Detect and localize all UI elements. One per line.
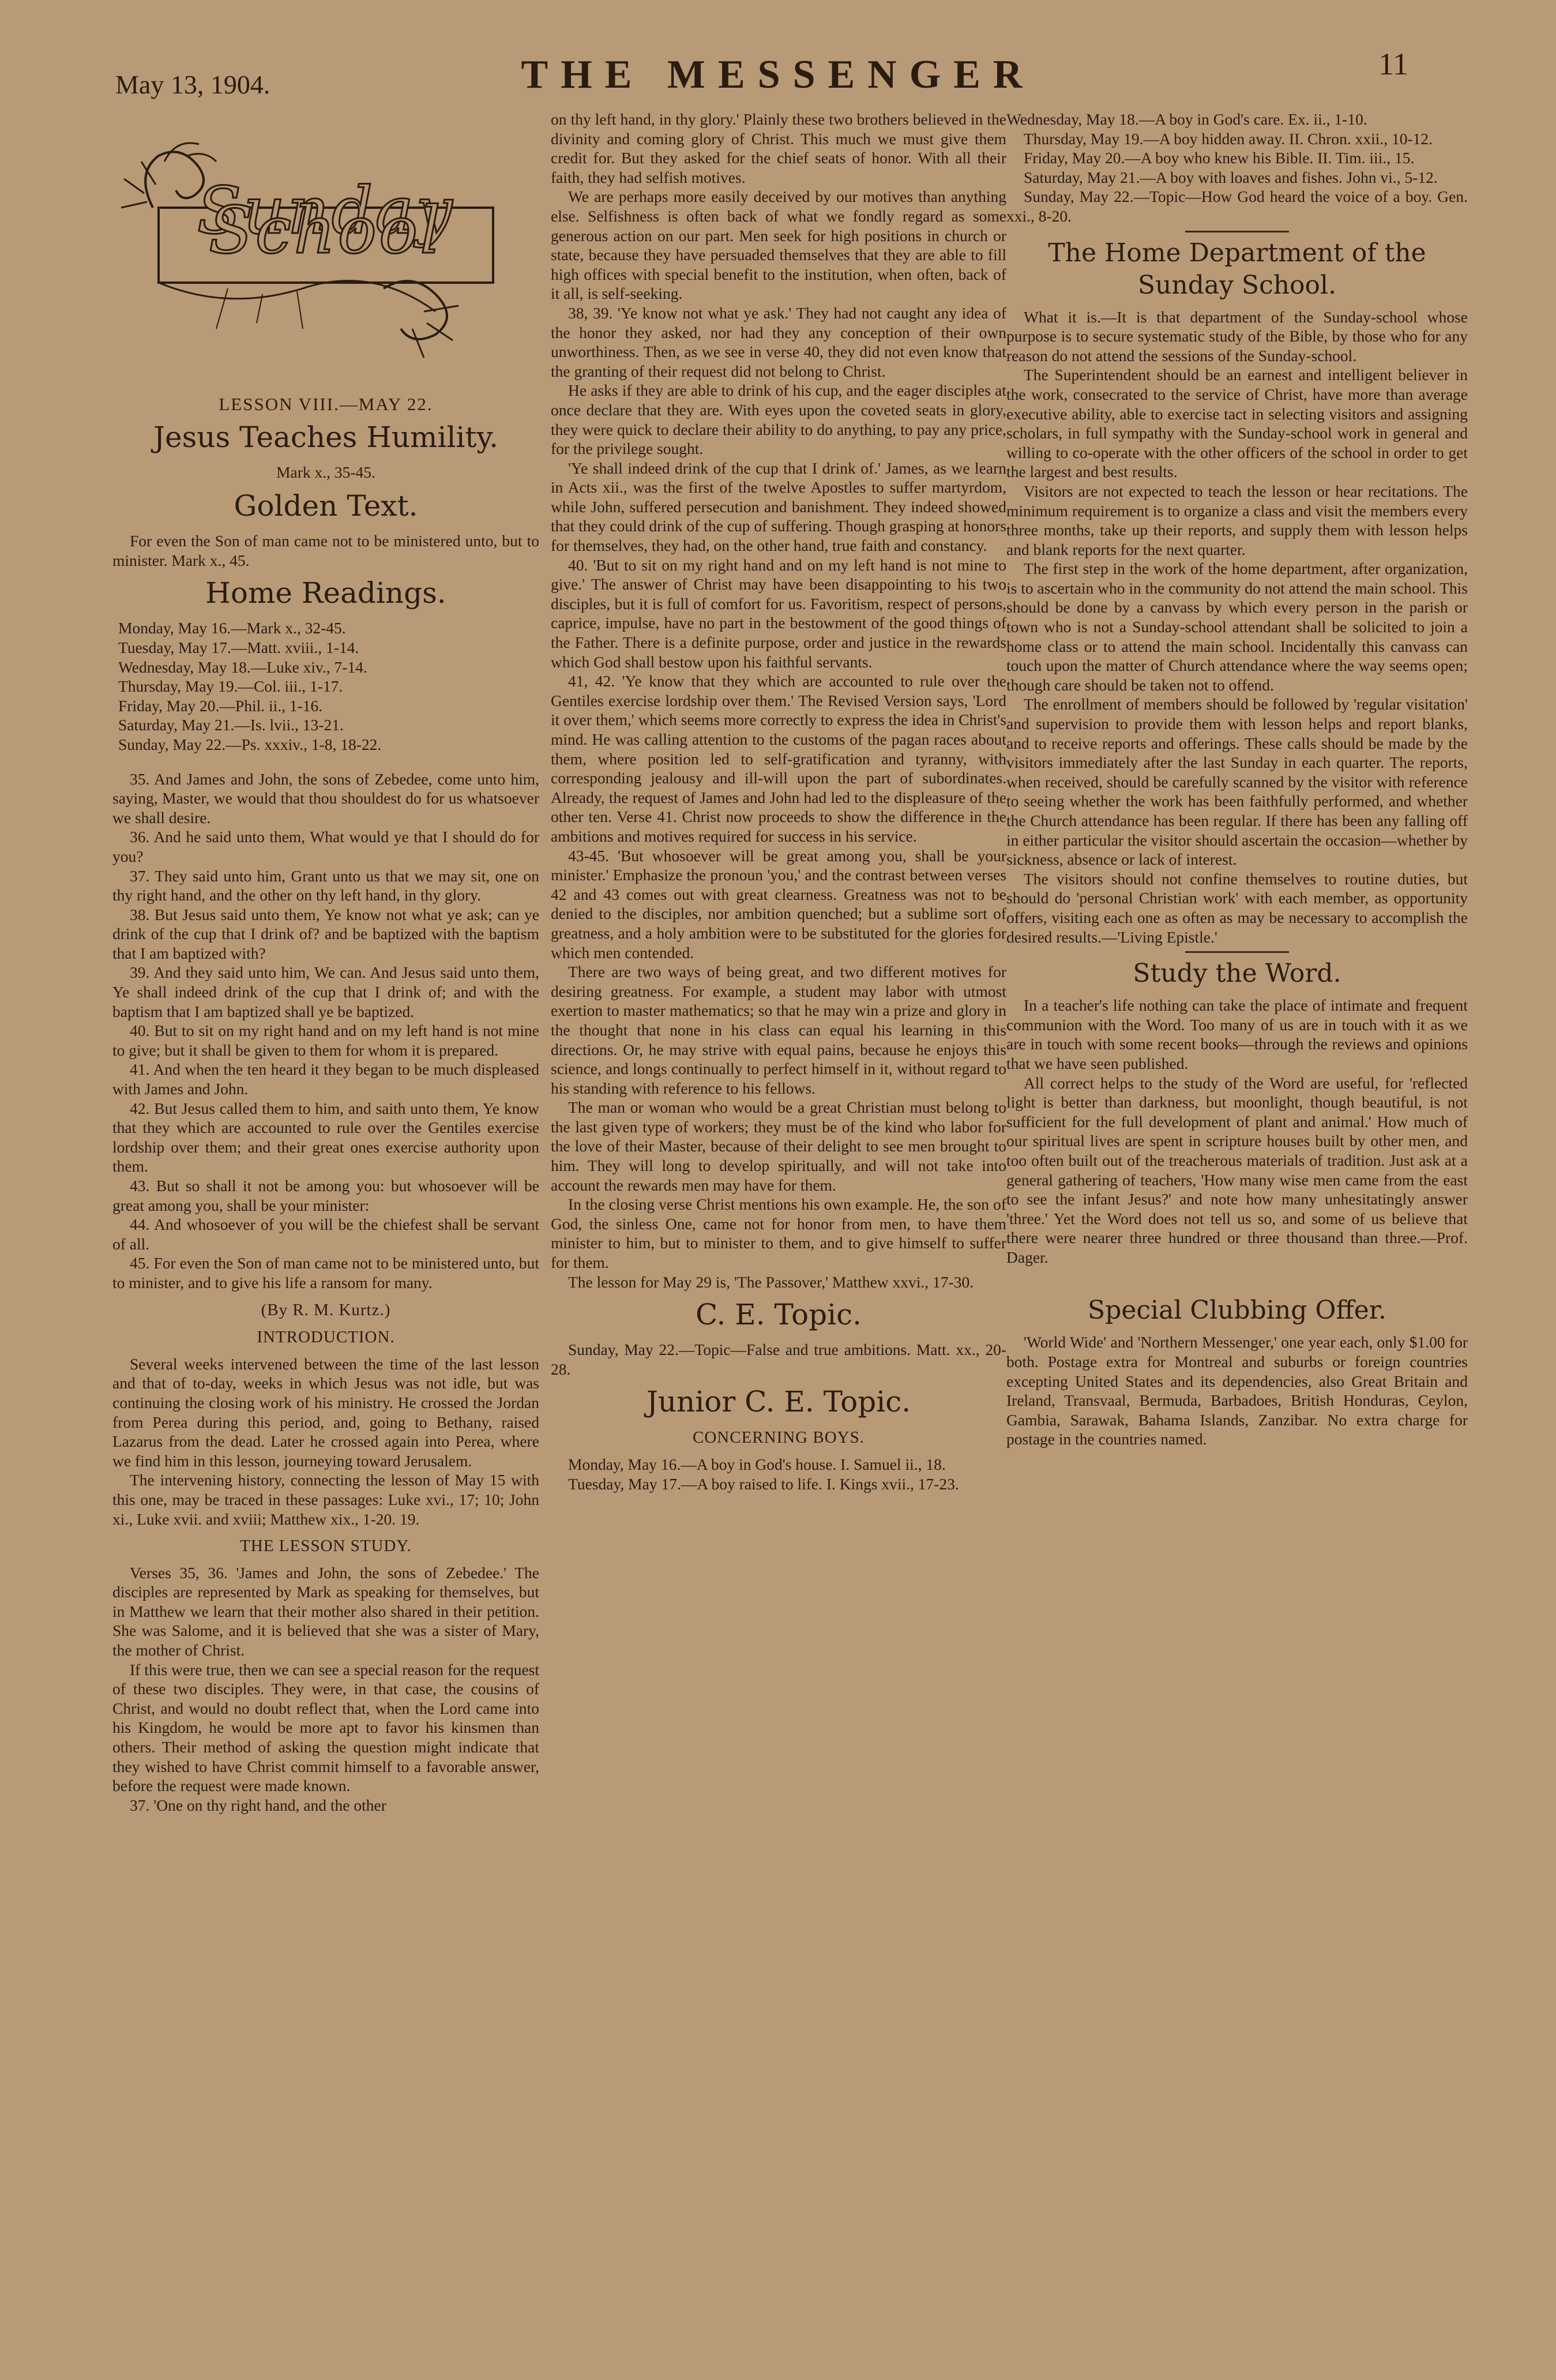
home-department-heading: The Home Department of the Sunday School. bbox=[1048, 238, 1426, 300]
scripture-verse: 43. But so shall it not be among you: but whosoever will be great among you, shall be your minister: bbox=[112, 1177, 539, 1214]
list-item: Saturday, May 21.—Is. lvii., 13-21. bbox=[118, 716, 344, 734]
home-readings-list bbox=[118, 618, 539, 754]
scripture-verse: 42. But Jesus called them to him, and saith unto them, Ye know that they which are accounted to rule over the Gentiles exercise lordship over them; and their great ones exercise authority upon them. bbox=[112, 1099, 539, 1176]
scripture-verse: 40. But to sit on my right hand and on my left hand is not mine to give; but it shall be given to them for whom it is prepared. bbox=[112, 1022, 539, 1059]
introduction-heading: INTRODUCTION. bbox=[257, 1328, 395, 1347]
paragraph: If this were true, then we can see a special reason for the request of these two disciples. They were, in that case, the cousins of Christ, and would no doubt reflect that, when the Lord came into his Kingdom, he would be more apt to favor his kinsmen than others. Their method of asking the question might indicate that they wished to have Christ commit himself to a favorable answer, before the request were made known. bbox=[112, 1660, 539, 1795]
divider bbox=[1185, 951, 1289, 953]
list-item: Friday, May 20.—A boy who knew his Bible. II. Tim. iii., 15. bbox=[1024, 149, 1415, 167]
paragraph: 43-45. 'But whosoever will be great among you, shall be your minister.' Emphasize the pronoun 'you,' and the contrast between verses 42 and 43 comes out with great clearness. Greatness was not to be denied to the disciples, nor ambition quenched; but a sublime sort of greatness, and a holy ambition were to be substituted for the glories for which men contended. bbox=[551, 846, 1006, 962]
scripture-verse: 45. For even the Son of man came not to be ministered unto, but to minister, and to give his life a ransom for many. bbox=[112, 1254, 539, 1292]
issue-date: May 13, 1904. bbox=[115, 70, 270, 99]
paragraph: 'World Wide' and 'Northern Messenger,' one year each, only $1.00 for both. Postage extra for Montreal and suburbs or foreign countries excepting United States and its dependencies, also Great Britain and Ireland, Transvaal, Bermuda, Barbadoes, British Honduras, Ceylon, Gambia, Sarawak, Bahama Islands, Zanzibar. No extra charge for postage in the countries named. bbox=[1006, 1333, 1468, 1448]
study-the-word-heading: Study the Word. bbox=[1133, 959, 1341, 989]
paragraph: We are perhaps more easily deceived by our motives than anything else. Selfishness is often back of what we fondly regard as some generous action on our part. Men seek for high positions in church or state, because they have persuaded themselves that they are able to fill high offices with special benefit to the institution, when often, back of it all, is self-seeking. bbox=[551, 187, 1006, 303]
scripture-verse: 37. They said unto him, Grant unto us that we may sit, one on thy right hand, and the other on thy left hand, in thy glory. bbox=[112, 866, 539, 904]
paragraph: What it is.—It is that department of the Sunday-school whose purpose is to secure systematic study of the Bible, by those who for any reason do not attend the sessions of the Sunday-school. bbox=[1006, 307, 1468, 365]
scripture-verse: 38. But Jesus said unto them, Ye know not what ye ask; can ye drink of the cup that I drink of? and be baptized with the baptism that I am baptized with? bbox=[112, 905, 539, 962]
byline: (By R. M. Kurtz.) bbox=[261, 1300, 391, 1319]
scripture-verse: 36. And he said unto them, What would ye that I should do for you? bbox=[112, 828, 539, 865]
paragraph: on thy left hand, in thy glory.' Plainly these two brothers believed in the divinity and coming glory of Christ. This much we must give them credit for. But they asked for the chief seats of honor. With all their faith, they had selfish motives. bbox=[551, 110, 1006, 186]
paragraph: 38, 39. 'Ye know not what ye ask.' They had not caught any idea of the honor they asked, nor had they any conception of their own unworthiness. Then, as we see in verse 40, they did not even know that the granting of their request did not belong to Christ. bbox=[551, 303, 1006, 380]
list-item: Saturday, May 21.—A boy with loaves and fishes. John vi., 5-12. bbox=[1024, 168, 1438, 186]
paragraph: 37. 'One on thy right hand, and the other bbox=[130, 1796, 386, 1814]
paragraph: Several weeks intervened between the time of the last lesson and that of to-day, weeks in which Jesus was not idle, but was continuing the closing work of his ministry. He crossed the Jordan from Perea during this period, and, going to Bethany, raised Lazarus from the dead. Later he crossed again into Perea, where we find him in this lesson, journeying toward Jerusalem. bbox=[112, 1354, 539, 1470]
golden-text: For even the Son of man came not to be ministered unto, but to minister. Mark x., 45. bbox=[112, 532, 539, 569]
paragraph: 'Ye shall indeed drink of the cup that I drink of.' James, as we learn in Acts xii., was the first of the twelve Apostles to suffer martyrdom, while John, suffered persecution and banishment. They indeed showed that they could drink of the cup of suffering. Though grasping at honors for themselves, they had, on the other hand, true faith and constancy. bbox=[551, 459, 1006, 555]
list-item: Monday, May 16.—A boy in God's house. I. Samuel ii., 18. bbox=[568, 1455, 946, 1473]
paragraph: 41, 42. 'Ye know that they which are accounted to rule over the Gentiles exercise lordship over them.' The Revised Version says, 'Lord it over them,' which seems more correctly to express the idea in Christ's mind. He was calling attention to the customs of the pagan races about them, where position led to self-gratification and tyranny, with corresponding jealousy and ill-will upon the part of subordinates. Already, the request of James and John had led to the displeasure of the other ten. Verse 41. Christ now proceeds to show the difference in the ambitions and motives required for success in his service. bbox=[551, 672, 1006, 845]
column-3 bbox=[1006, 110, 1468, 1449]
paragraph: The intervening history, connecting the lesson of May 15 with this one, may be traced in these passages: Luke xvi., 17; 10; John xi., Luke xvii. and xviii; Matthew xix., 1-20. 19. bbox=[112, 1471, 539, 1528]
lesson-title: Jesus Teaches Humility. bbox=[153, 420, 499, 454]
paragraph: The Superintendent should be an earnest and intelligent believer in the work, consecrated to the service of Christ, have more than average executive ability, able to exercise tact in selecting visitors and assigning scholars, in full sympathy with the Sunday-school work in general and willing to co-operate with the other officers of the school in order to get the largest and best results. bbox=[1006, 366, 1468, 481]
paragraph: He asks if they are able to drink of his cup, and the eager disciples at once declare that they are. With eyes upon the coveted seats in glory, they were quick to declare their ability to do anything, to pay any price, for the privilege sought. bbox=[551, 381, 1006, 458]
scripture-verse: 44. And whosoever of you will be the chiefest shall be servant of all. bbox=[112, 1215, 539, 1253]
paragraph: The enrollment of members should be followed by 'regular visitation' and supervision to provide them with lesson helps and report blanks, and to receive reports and offerings. These calls should be made by the visitors immediately after the last Sunday in each quarter. The reports, when received, should be carefully scanned by the visitor with reference to seeing whether the work has been faithfully performed, and whether the Church attendance has been regular. If there has been any falling off in either particular the visitor should ascertain the occasion—whether by sickness, absence or lack of interest. bbox=[1006, 695, 1468, 869]
list-item: Thursday, May 19.—Col. iii., 1-17. bbox=[118, 677, 343, 696]
column-1 bbox=[112, 110, 539, 1815]
paragraph: The visitors should not confine themselves to routine duties, but should do 'personal Christian work' with each member, as opportunity offers, visiting each one as often as may be necessary to accomplish the desired results.—'Living Epistle.' bbox=[1006, 869, 1468, 946]
list-item: Tuesday, May 17.—A boy raised to life. I. Kings xvii., 17-23. bbox=[568, 1474, 959, 1493]
paragraph: Sunday, May 22.—Topic—False and true ambitions. Matt. xx., 20-28. bbox=[551, 1341, 1006, 1378]
lesson-study-heading: THE LESSON STUDY. bbox=[240, 1537, 412, 1556]
paragraph: Visitors are not expected to teach the lesson or hear recitations. The minimum requirement is to organize a class and visit the members every three months, take up their reports, and supply them with lesson helps and blank reports for the next quarter. bbox=[1006, 482, 1468, 558]
ce-topic-heading: C. E. Topic. bbox=[695, 1298, 862, 1332]
paragraph: In a teacher's life nothing can take the place of intimate and frequent communion with the Word. Too many of us are in touch with it as we are in touch with some recent books—through the reviews and opinions that we have seen published. bbox=[1006, 996, 1468, 1072]
home-readings-heading: Home Readings. bbox=[205, 576, 446, 610]
newspaper-title: THE MESSENGER bbox=[521, 52, 1035, 97]
junior-subheading: CONCERNING BOYS. bbox=[693, 1428, 865, 1447]
golden-text-heading: Golden Text. bbox=[234, 489, 418, 523]
list-item: Sunday, May 22.—Ps. xxxiv., 1-8, 18-22. bbox=[118, 735, 382, 753]
page-number: 11 bbox=[1378, 47, 1408, 81]
paragraph: The lesson for May 29 is, 'The Passover,' Matthew xxvi., 17-30. bbox=[568, 1272, 974, 1291]
clubbing-offer-heading: Special Clubbing Offer. bbox=[1088, 1296, 1386, 1326]
scripture-verse: 41. And when the ten heard it they began to be much displeased with James and John. bbox=[112, 1060, 539, 1098]
divider bbox=[1185, 231, 1289, 232]
list-item: Tuesday, May 17.—Matt. xviii., 1-14. bbox=[118, 638, 359, 656]
scripture-verse: 39. And they said unto him, We can. And Jesus said unto them, Ye shall indeed drink of the cup that I drink of; and with the baptism that I am baptized shall ye be baptized. bbox=[112, 963, 539, 1020]
list-item: Friday, May 20.—Phil. ii., 1-16. bbox=[118, 696, 323, 715]
list-item: Wednesday, May 18.—Luke xiv., 7-14. bbox=[118, 658, 367, 676]
list-item: Sunday, May 22.—Topic—How God heard the voice of a boy. Gen. xxi., 8-20. bbox=[1006, 187, 1468, 225]
paragraph: All correct helps to the study of the Word are useful, for 'reflected light is better than darkness, but moonlight, though beautiful, is not sufficient for the full development of plant and animal.' How much of our spiritual lives are spent in scripture houses built by other men, and too often built out of the treacherous materials of tradition. Just ask at a general gathering of teachers, 'How many wise men came from the east to see the infant Jesus?' and note how many unhesitatingly answer 'three.' Yet the Word does not tell us so, and some of us believe that there were nearer three hundred or three thousand than three.—Prof. Dager. bbox=[1006, 1073, 1468, 1266]
sunday-school-logo bbox=[112, 138, 505, 386]
paragraph: Verses 35, 36. 'James and John, the sons of Zebedee.' The disciples are represented by Mark as speaking for themselves, but in Matthew we learn that their mother also shared in their petition. She was Salome, and it is believed that she was a sister of Mary, the mother of Christ. bbox=[112, 1563, 539, 1660]
scripture-verse: 35. And James and John, the sons of Zebedee, come unto him, saying, Master, we would that thou shouldest do for us whatsoever we shall desire. bbox=[112, 769, 539, 827]
lesson-reference: Mark x., 35-45. bbox=[276, 463, 375, 481]
paragraph: The first step in the work of the home department, after organization, is to ascertain who in the community do not attend the main school. This should be done by a canvass by which every person in the parish or town who is not a Sunday-school attendant shall be solicited to join a home class or to attend the main school. Incidentally this canvass can touch upon the matter of Church attendance where the way seems open; though care should be taken not to offend. bbox=[1006, 560, 1468, 694]
list-item: Wednesday, May 18.—A boy in God's care. Ex. ii., 1-10. bbox=[1006, 110, 1367, 128]
paragraph: The man or woman who would be a great Christian must belong to the last given type of workers; they must be of the kind who labor for the love of their Master, because of their delight to see men brought to him. They will long to develop spiritually, and will not take into account the rewards men may have for them. bbox=[551, 1098, 1006, 1194]
list-item: Monday, May 16.—Mark x., 32-45. bbox=[118, 619, 346, 637]
paragraph: In the closing verse Christ mentions his own example. He, the son of God, the sinless One, came not for honor from men, to have them minister to him, but to minister to them, and to give himself to suffer for them. bbox=[551, 1195, 1006, 1272]
logo-lettering: Sunday School bbox=[197, 174, 455, 268]
list-item: Thursday, May 19.—A boy hidden away. II. Chron. xxii., 10-12. bbox=[1024, 129, 1433, 148]
column-2 bbox=[551, 110, 1006, 1493]
paragraph: 40. 'But to sit on my right hand and on my left hand is not mine to give.' The answer of Christ may have been disappointing to his two disciples, but it is full of comfort for us. Favoritism, respect of persons, caprice, impulse, have no part in the bestowment of the good things of the Father. There is a definite purpose, order and justice in the rewards which God shall bestow upon his faithful servants. bbox=[551, 555, 1006, 671]
lesson-label: LESSON VIII.—MAY 22. bbox=[219, 394, 433, 414]
junior-ce-heading: Junior C. E. Topic. bbox=[646, 1385, 911, 1419]
paragraph: There are two ways of being great, and two different motives for desiring greatness. For example, a student may labor with utmost exertion to master mathematics; so that he may win a prize and glory in the thought that none in his class can equal his learning in this directions. Or, he may strive with equal pains, because he enjoys this science, and longs continually to perfect himself in it, without regard to his standing with reference to his fellows. bbox=[551, 963, 1006, 1097]
